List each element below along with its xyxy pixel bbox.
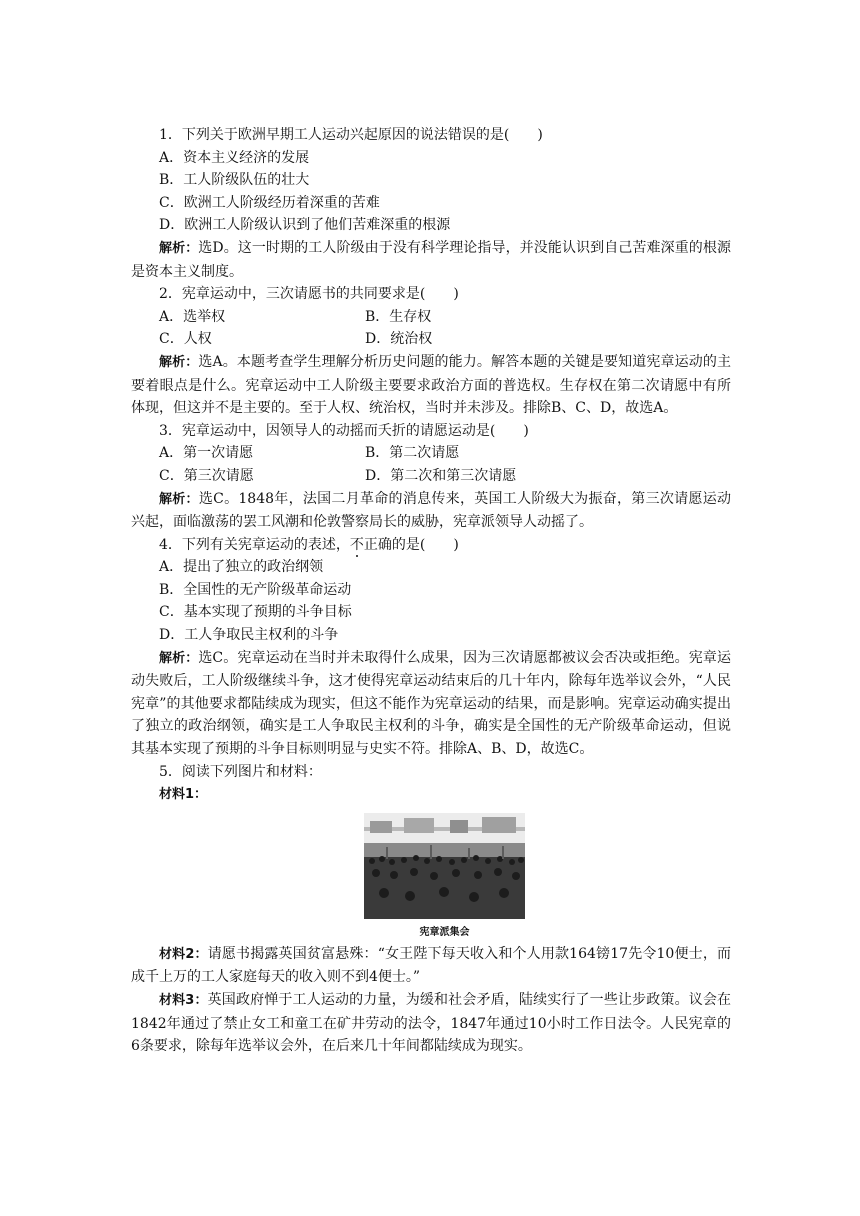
q4-option-b: B．全国性的无产阶级革命运动 bbox=[159, 581, 352, 598]
q1-analysis-text: 选D。这一时期的工人阶级由于没有科学理论指导，并没能认识到自己苦难深重的根源是资本主义制度。 bbox=[131, 239, 731, 280]
q2-options-row-1 bbox=[131, 306, 731, 329]
q4-emphasis-char-2: 正 bbox=[363, 536, 378, 553]
q3-analysis bbox=[131, 488, 731, 534]
q1-stem: 1．下列关于欧洲早期工人运动兴起原因的说法错误的是( ) bbox=[159, 127, 543, 143]
q1-option-b: B．工人阶级队伍的壮大 bbox=[159, 172, 310, 189]
q4-stem-after: 的是( ) bbox=[391, 536, 459, 553]
q1-analysis bbox=[131, 237, 731, 283]
q3-options-row-2 bbox=[131, 465, 731, 488]
q5-m3-label: 材料3： bbox=[159, 993, 208, 1008]
q3-option-a: A．第一次请愿 bbox=[159, 445, 254, 462]
q3-options-row-1 bbox=[131, 442, 731, 465]
q1-analysis-label: 解析： bbox=[159, 240, 199, 256]
q2-analysis-label: 解析： bbox=[159, 354, 199, 370]
q4-option-d: D．工人争取民主权利的斗争 bbox=[159, 627, 339, 644]
q3-analysis-text: 选C。1848年，法国二月革命的消息传来，英国工人阶级大为振奋，第三次请愿运动兴起，面临激荡的罢工风潮和伦敦警察局长的威胁，宪章派领导人动摇了。 bbox=[131, 490, 731, 531]
crowd-illustration bbox=[364, 813, 525, 919]
q5-m2-text: 请愿书揭露英国贫富悬殊：“女王陛下每天收入和个人用款164镑17先令10便士，而成千上万的工人家庭每天的收入则不到4便士。” bbox=[131, 945, 732, 986]
q5-m1-label-text: 材料1： bbox=[159, 787, 208, 803]
q1-option-a: A．资本主义经济的发展 bbox=[159, 149, 310, 166]
q2-analysis-text: 选A。本题考查学生理解分析历史问题的能力。解答本题的关键是要知道宪章运动的主要着眼点是什么。宪章运动中工人阶级主要要求政治方面的普选权。生存权在第二次请愿中有所体现，但这并不是主要的。至于人权、统治权，当时并未涉及。排除B、C、D，故选A。 bbox=[131, 353, 731, 417]
q4-analysis bbox=[131, 647, 731, 761]
q4-stem bbox=[131, 534, 731, 557]
document-body bbox=[131, 124, 731, 1058]
q5-material-2 bbox=[131, 943, 731, 989]
q2-option-d: D．统治权 bbox=[365, 331, 433, 348]
q4-analysis-label: 解析： bbox=[159, 650, 199, 666]
figure-caption: 宪章派集会 bbox=[419, 926, 470, 938]
q2-stem: 2．宪章运动中，三次请愿书的共同要求是( ) bbox=[159, 286, 459, 303]
q3-analysis-label: 解析： bbox=[159, 491, 199, 507]
q4-emphasis-char-3: 确 bbox=[377, 536, 392, 553]
q5-m2-label: 材料2： bbox=[159, 946, 208, 962]
q4-stem-before: 4．下列有关宪章运动的表述， bbox=[159, 536, 350, 553]
q2-option-b: B．生存权 bbox=[365, 308, 432, 325]
q1-option-d: D．欧洲工人阶级认识到了他们苦难深重的根源 bbox=[159, 217, 451, 234]
q4-option-a: A．提出了独立的政治纲领 bbox=[159, 559, 324, 576]
q3-option-d: D．第二次和第三次请愿 bbox=[365, 467, 517, 484]
q2-options-row-2 bbox=[131, 328, 731, 351]
q2-analysis bbox=[131, 351, 731, 420]
q3-option-c: C．第三次请愿 bbox=[159, 467, 254, 484]
q2-option-c: C．人权 bbox=[159, 331, 212, 348]
q5-m3-text: 英国政府惮于工人运动的力量，为缓和社会矛盾，陆续实行了一些让步政策。议会在1842年通过了禁止女工和童工在矿井劳动的法令，1847年通过10小时工作日法令。人民宪章的6条要求，除每年选举议会外，在后来几十年间都陆续成为现实。 bbox=[131, 992, 732, 1055]
q4-analysis-text: 选C。宪章运动在当时并未取得什么成果，因为三次请愿都被议会否决或拒绝。宪章运动失败后，工人阶级继续斗争，这才使得宪章运动结束后的几十年内，除每年选举议会外，“人民宪章”的其他要求都陆续成为现实，但这不能作为宪章运动的结果，而是影响。宪章运动确实提出了独立的政治纲领，确实是工人争取民主权利的斗争，确实是全国性的无产阶级革命运动，但说其基本实现了预期的斗争目标则明显与史实不符。排除A、B、D，故选C。 bbox=[131, 649, 731, 758]
q2-option-a: A．选举权 bbox=[159, 308, 226, 325]
q3-stem: 3．宪章运动中，因领导人的动摇而夭折的请愿运动是( ) bbox=[159, 422, 529, 439]
q4-emphasis-char-1: 不 bbox=[349, 536, 364, 553]
chartist-meeting-figure bbox=[131, 813, 731, 943]
q3-option-b: B．第二次请愿 bbox=[365, 445, 460, 462]
q5-material-1-label bbox=[131, 783, 731, 807]
q5-material-3 bbox=[131, 989, 731, 1058]
q5-stem: 5．阅读下列图片和材料： bbox=[159, 763, 322, 780]
q4-option-c: C．基本实现了预期的斗争目标 bbox=[159, 604, 352, 621]
q1-option-c: C．欧洲工人阶级经历着深重的苦难 bbox=[159, 194, 380, 211]
chartist-meeting-photo bbox=[364, 813, 525, 919]
